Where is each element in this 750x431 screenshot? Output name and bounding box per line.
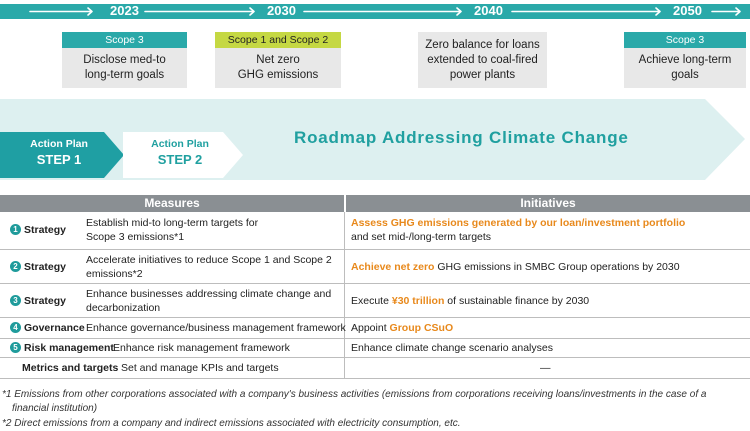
row-label-text: Strategy [24, 295, 67, 307]
initiative-text: Enhance climate change scenario analyses [351, 342, 553, 354]
year-2050: 2050 [673, 3, 702, 18]
row-number-icon: 2 [10, 261, 21, 272]
milestone-line: Disclose med-to [83, 54, 166, 66]
year-2023: 2023 [110, 3, 139, 18]
milestone-2040 [418, 32, 547, 88]
initiative-highlight: Group CSuO [389, 322, 454, 334]
footnote-2: *2 Direct emissions from a company and indirect emissions associated with electricity consumption, etc. [2, 418, 461, 429]
initiative-text [351, 294, 589, 308]
initiative-text [351, 260, 680, 274]
initiative-highlight: ¥30 trillion [391, 295, 445, 307]
table-row [0, 212, 750, 250]
row-label: Metrics and targets [22, 362, 119, 374]
table-row [0, 358, 750, 379]
row-label [10, 321, 85, 335]
measure-line: Accelerate initiatives to reduce Scope 1 and Scope 2 [86, 254, 332, 266]
initiative-highlight: Achieve net zero [351, 261, 435, 273]
footnote-1: *1 Emissions from other corporations associated with a company's business activities (emissions from corporations receiving loans/investments in the case of a [2, 389, 707, 400]
row-number-icon: 1 [10, 224, 21, 235]
table-row [0, 318, 750, 339]
initiative-text [351, 216, 685, 244]
measure-text: Enhance governance/business management framework [86, 322, 346, 334]
step2-label [133, 138, 227, 167]
step1-top: Action Plan [30, 138, 88, 150]
milestone-2030 [215, 32, 341, 88]
row-label-text: Strategy [24, 261, 67, 273]
milestone-line: long-term goals [84, 69, 165, 81]
measure-text: Set and manage KPIs and targets [121, 362, 279, 374]
row-number-icon: 4 [10, 322, 21, 333]
row-label [10, 294, 66, 308]
step2-bottom: STEP 2 [157, 152, 203, 167]
milestone-line: Net zero [256, 54, 300, 66]
milestone-line: Achieve long-term [638, 54, 732, 66]
milestone-line: power plants [449, 69, 516, 81]
roadmap-title: Roadmap Addressing Climate Change [294, 128, 629, 147]
measure-line: decarbonization [86, 302, 161, 314]
measure-text [86, 216, 258, 244]
initiative-line: and set mid-/long-term targets [351, 231, 492, 243]
measure-text: Enhance risk management framework [113, 342, 290, 354]
scope-tag: Scope 3 [624, 32, 746, 48]
initiative-line: Execute [351, 295, 392, 307]
row-label-text: Strategy [24, 224, 67, 236]
table-row [0, 284, 750, 318]
row-label-text: Risk management [24, 342, 114, 354]
measure-line: emissions*2 [86, 268, 143, 280]
milestone-line: extended to coal-fired [427, 54, 538, 66]
table-row [0, 339, 750, 358]
step2-top: Action Plan [151, 138, 209, 150]
scope-tag: Scope 1 and Scope 2 [215, 32, 341, 48]
measure-line: Enhance businesses addressing climate change and [86, 288, 332, 300]
row-label [10, 341, 114, 355]
initiative-text [351, 321, 453, 335]
footnote-1-cont: financial institution) [12, 403, 98, 414]
initiative-text: — [540, 362, 551, 374]
milestone-line: GHG emissions [237, 69, 319, 81]
milestone-2023 [62, 32, 187, 88]
row-number-icon: 3 [10, 295, 21, 306]
year-2040: 2040 [474, 3, 503, 18]
milestone-line: Zero balance for loans [425, 39, 540, 51]
measures-header: Measures [0, 195, 344, 212]
measure-text [86, 287, 331, 315]
initiative-line: GHG emissions in SMBC Group operations by 2030 [434, 261, 680, 273]
milestone-2050 [624, 32, 746, 88]
milestone-line: goals [671, 69, 699, 81]
measure-text [86, 253, 332, 281]
measure-line: Establish mid-to long-term targets for [86, 217, 259, 229]
table-row [0, 250, 750, 284]
step1-bottom: STEP 1 [36, 152, 82, 167]
initiative-line: Appoint [351, 322, 390, 334]
row-label [10, 260, 66, 274]
scope-tag: Scope 3 [62, 32, 187, 48]
row-label [10, 223, 66, 237]
row-number-icon: 5 [10, 342, 21, 353]
measure-line: Scope 3 emissions*1 [86, 231, 185, 243]
initiative-highlight: Assess GHG emissions generated by our loan/investment portfolio [351, 217, 686, 229]
initiatives-header: Initiatives [346, 195, 750, 212]
year-2030: 2030 [267, 3, 296, 18]
initiative-line: of sustainable finance by 2030 [444, 295, 590, 307]
row-label-text: Governance [24, 322, 85, 334]
step1-label [10, 138, 108, 167]
